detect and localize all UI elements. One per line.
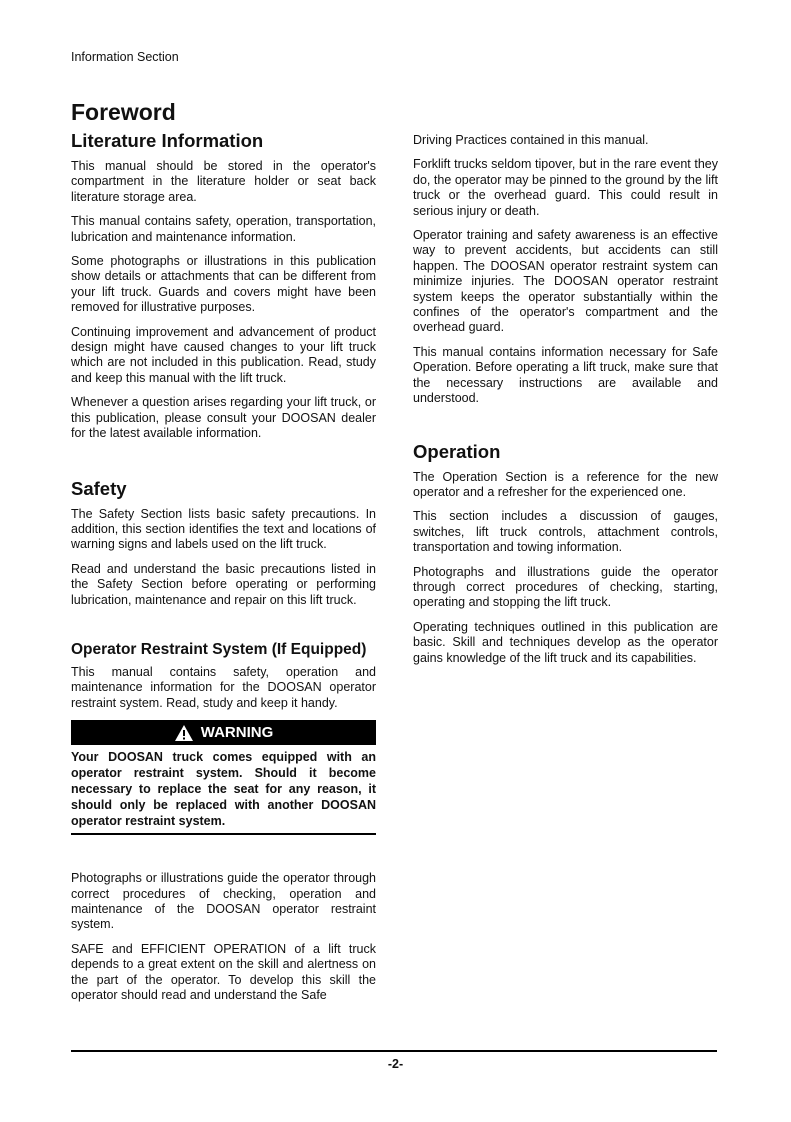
warning-banner [71, 720, 376, 745]
warning-text: Your DOOSAN truck comes equipped with an operator restraint system. Should it become necessary to replace the seat for any reason, it should only be replaced with another DOOSAN operator restraint system. [71, 745, 376, 835]
operation-paragraph: Photographs and illustrations guide the operator through correct procedures of checking, starting, operating and stopping the lift truck. [413, 564, 718, 610]
right-paragraph: Driving Practices contained in this manual. [413, 133, 649, 147]
page-number: -2- [387, 1057, 404, 1071]
restraint-intro: This manual contains safety, operation and maintenance information for the DOOSAN operator restraint system. Read, study and keep it handy. [71, 664, 376, 710]
safety-paragraph: Read and understand the basic precautions listed in the Safety Section before operating or performing lubrication, maintenance and repair on this lift truck. [71, 561, 376, 607]
literature-paragraph: This manual should be stored in the operator's compartment in the literature holder or seat back literature storage area. [71, 159, 376, 204]
operation-paragraph: The Operation Section is a reference for the new operator and a refresher for the experienced one. [413, 469, 718, 499]
warning-label: WARNING [200, 724, 274, 742]
restraint-heading: Operator Restraint System (If Equipped) [71, 640, 367, 658]
right-paragraph: Forklift trucks seldom tipover, but in the rare event they do, the operator may be pinned to the ground by the lift truck or the overhead guard. This could result in serious injury or death. [413, 157, 718, 218]
operation-paragraph: This section includes a discussion of gauges, switches, lift truck controls, attachment controls, transportation and towing information. [413, 509, 718, 555]
footer-rule [71, 1050, 717, 1052]
restraint-paragraph: Photographs or illustrations guide the operator through correct procedures of checking, operation and maintenance of the DOOSAN operator restraint system. [71, 871, 376, 932]
operation-heading: Operation [413, 440, 501, 462]
safety-heading: Safety [71, 477, 127, 499]
restraint-paragraph: SAFE and EFFICIENT OPERATION of a lift truck depends to a great extent on the skill and alertness on the part of the operator. To develop this skill the operator should read and understand the Safe [71, 941, 376, 1002]
operation-paragraph: Operating techniques outlined in this publication are basic. Skill and techniques develop as the operator gains knowledge of the lift truck and its capabilities. [413, 619, 718, 665]
right-paragraph: Operator training and safety awareness is an effective way to prevent accidents, but accidents can still happen. The DOOSAN operator restraint system can minimize injuries. The DOOSAN operator restraint system keeps the operator substantially within the confines of the operator's compartment and the overhead guard. [413, 228, 718, 335]
page-title: Foreword [71, 99, 176, 125]
literature-heading: Literature Information [71, 130, 264, 151]
literature-paragraph: Continuing improvement and advancement of product design might have caused changes to your lift truck which are not included in this publication. Read, study and keep this manual with the lift truck. [71, 324, 376, 385]
right-paragraph: This manual contains information necessary for Safe Operation. Before operating a lift truck, make sure that the necessary instructions are available and understood. [413, 344, 718, 406]
literature-paragraph: Whenever a question arises regarding your lift truck, or this publication, please consult your DOOSAN dealer for the latest available information. [71, 395, 376, 441]
literature-paragraph: This manual contains safety, operation, transportation, lubrication and maintenance information. [71, 214, 376, 244]
page-header: Information Section [71, 50, 179, 64]
left-column [71, 98, 376, 1012]
literature-paragraph: Some photographs or illustrations in this publication show details or attachments that can be different from your lift truck. Guards and covers might have been removed for illustrative purposes. [71, 254, 376, 315]
warning-triangle-icon [174, 724, 194, 742]
safety-paragraph: The Safety Section lists basic safety precautions. In addition, this section identifies the text and locations of warning signs and labels used on the lift truck. [71, 506, 376, 552]
right-column [413, 133, 718, 675]
